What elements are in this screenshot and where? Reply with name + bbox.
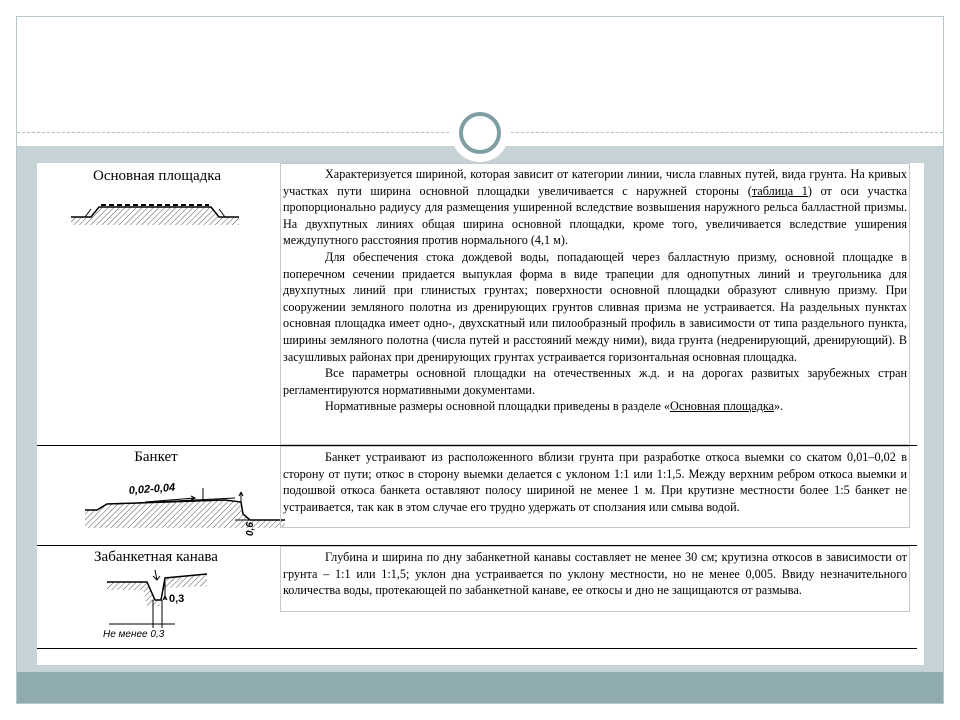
- slope-label: 0,02-0,04: [128, 481, 176, 497]
- term-description: Характеризуется шириной, которая зависит от категории линии, числа главных путей, вида грунта. На кривых участках пути ширина основной площадки увеличивается с наружней стороны (таблица 1) от оси участка пропорционально радиусу для размещения уширенной вследствие возвышения наружного рельса балластной призмы. На двухпутных линиях общая ширина основной площадки, кроме того, увеличивается вследствие уширения междупутного расстояния против нормального (4,1 м). Для обеспечения стока дождевой воды, попадающей через балластную призму, основной площадке в поперечном сечении придается выпуклая форма в виде трапеции для однопутных линий и треугольника для двухпутных линий при глинистых грунтах; поверхности основной площадки образуют сливную призму. При сооружении земляного полотна из дренирующих грунтов сливная призма не устраивается. На раздельных пунктах основная площадка имеет одно-, двухскатный или пилообразный профиль в зависимости от типа раздельного пункта, ширины земляного полотна (числа путей и расстояний между ними), вида грунта (недренирующий, дренирующий). В засушливых районах при дренирующих грунтах устраивается горизонтальная основная площадка. Все параметры основной площадки на отечественных ж.д. и на дорогах развитых зарубежных стран регламентируются нормативными документами. Нормативные размеры основной площадки приведены в разделе «Основная площадка».: [280, 163, 910, 445]
- berm-diagram: [85, 480, 285, 540]
- term-description: Банкет устраивают из расположенного вблизи грунта при разработке откоса выемки со скатом 0,01–0,02 в сторону от пути; откос в сторону выемки делается с уклоном 1:1 или 1:1,5. Между верхним ребром откоса выемки и подошвой откоса банкета оставляют полосу шириной не менее 1 м. При крутизне местности более 1:5 банкет не устраивается, так как в этом случае его трудно удержать от сползания или смыва водой.: [280, 446, 910, 528]
- row-divider: [37, 648, 917, 649]
- subgrade-diagram: [71, 199, 243, 229]
- width-label: Не менее 0,3: [103, 629, 165, 640]
- ditch-diagram: [103, 570, 251, 640]
- term-label: Основная площадка: [92, 168, 221, 184]
- slide-footer: [17, 672, 943, 703]
- term-label: Забанкетная канава: [94, 549, 218, 565]
- term-label: Банкет: [134, 449, 178, 465]
- term-description: Глубина и ширина по дну забанкетной канавы составляет не менее 30 см; крутизна откосов в зависимости от грунта – 1:1 или 1:1,5; уклон дна устраивается по уклону местности, но не менее 0,005. Ввиду незначительного количества воды, протекающей по забанкетной канаве, ее откосы и дно не защищаются от размыва.: [280, 546, 910, 612]
- circle-ornament-icon: [451, 104, 509, 162]
- main-platform-link[interactable]: Основная площадка: [670, 399, 775, 414]
- content-panel: [37, 163, 924, 665]
- depth-label: 0,3: [169, 593, 185, 605]
- table-1-link[interactable]: таблица 1: [751, 183, 808, 198]
- height-label: 0,6: [245, 522, 256, 536]
